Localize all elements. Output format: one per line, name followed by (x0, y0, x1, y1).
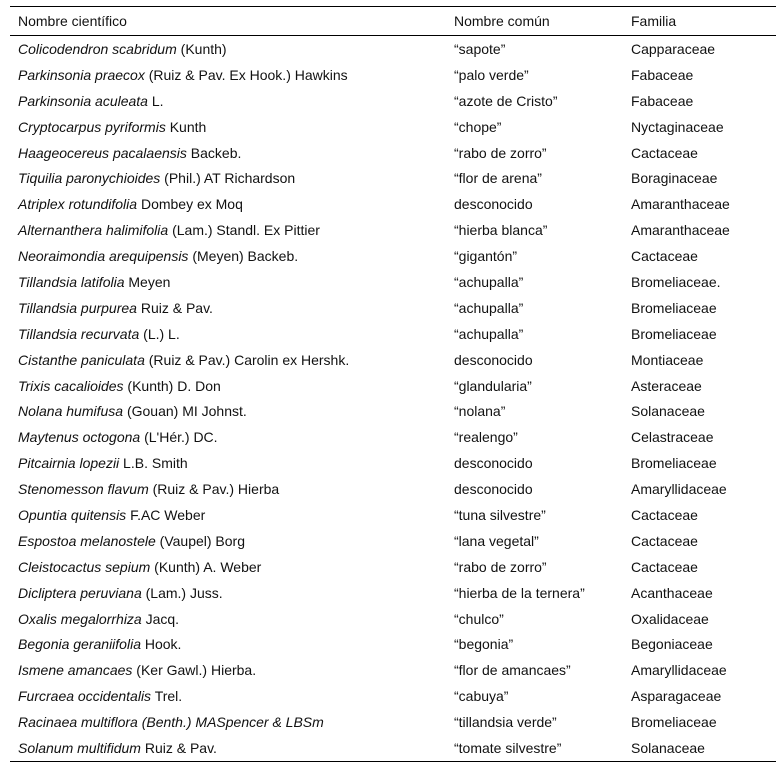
family-cell: Montiaceae (631, 351, 704, 368)
table-row (10, 735, 776, 761)
species-name: Maytenus octogona (18, 429, 141, 446)
family-cell: Bromeliaceae. (631, 273, 721, 290)
family-cell: Cactaceae (631, 248, 698, 265)
species-authority: (Ker Gawl.) Hierba. (132, 662, 257, 679)
table-row (10, 269, 776, 295)
species-authority: (Lam.) Juss. (141, 584, 223, 601)
species-authority: L. (147, 92, 164, 109)
family-cell: Fabaceae (631, 66, 694, 83)
species-authority: (Ruiz & Pav.) Carolin ex Hershk. (144, 351, 350, 368)
family-cell: Acanthaceae (631, 584, 713, 601)
scientific-name-cell (10, 450, 446, 476)
table-row (10, 114, 776, 140)
family-cell: Begoniaceae (631, 636, 713, 653)
table-row (10, 243, 776, 269)
table-row (10, 347, 776, 373)
species-authority: Dombey ex Moq (137, 196, 243, 213)
family-cell: Bromeliaceae (631, 299, 717, 316)
species-name: Espostoa melanostele (18, 532, 156, 549)
family-cell: Asteraceae (631, 377, 702, 394)
family-cell: Boraginaceae (631, 170, 718, 187)
scientific-name-cell (10, 191, 446, 217)
species-name: Cleistocactus sepium (18, 558, 151, 575)
species-name: Alternanthera halimifolia (18, 222, 169, 239)
species-authority: (Kunth) A. Weber (150, 558, 262, 575)
table-row (10, 476, 776, 502)
table-row (10, 580, 776, 606)
scientific-name-cell (10, 502, 446, 528)
species-name: Begonia geraniifolia (18, 636, 141, 653)
family-cell: Cactaceae (631, 558, 698, 575)
table-row (10, 165, 776, 191)
species-table (10, 6, 776, 762)
scientific-name-cell (10, 709, 446, 735)
common-name-cell: “lana vegetal” (454, 532, 539, 549)
scientific-name-cell (10, 62, 446, 88)
species-name: Cryptocarpus pyriformis (18, 118, 166, 135)
common-name-cell: “palo verde” (454, 66, 529, 83)
species-authority: (Gouan) MI Johnst. (123, 403, 247, 420)
species-name: Colicodendron scabridum (18, 40, 177, 57)
header-scientific-name: Nombre científico (18, 13, 127, 29)
common-name-cell: “flor de arena” (454, 170, 542, 187)
scientific-name-cell (10, 140, 446, 166)
common-name-cell: desconocido (454, 351, 533, 368)
scientific-name-cell (10, 683, 446, 709)
scientific-name-cell (10, 424, 446, 450)
family-cell: Bromeliaceae (631, 455, 717, 472)
scientific-name-cell (10, 269, 446, 295)
table-row (10, 502, 776, 528)
family-cell: Amaryllidaceae (631, 662, 727, 679)
species-name: Opuntia quitensis (18, 506, 127, 523)
header-row (10, 7, 776, 36)
scientific-name-cell (10, 165, 446, 191)
species-authority: Ruiz & Pav. (136, 299, 213, 316)
table-row (10, 528, 776, 554)
family-cell: Solanaceae (631, 403, 705, 420)
species-name: Parkinsonia praecox (18, 66, 145, 83)
species-name: Neoraimondia arequipensis (18, 248, 189, 265)
common-name-cell: “chope” (454, 118, 502, 135)
common-name-cell: “realengo” (454, 429, 518, 446)
species-name: Ismene amancaes (18, 662, 133, 679)
common-name-cell: “tomate silvestre” (454, 739, 562, 756)
family-cell: Cactaceae (631, 144, 698, 161)
common-name-cell: desconocido (454, 455, 533, 472)
table-row (10, 606, 776, 632)
table-row (10, 36, 776, 62)
species-authority: (Ruiz & Pav. Ex Hook.) Hawkins (144, 66, 348, 83)
scientific-name-cell (10, 528, 446, 554)
scientific-name-cell (10, 373, 446, 399)
species-authority: (L.) L. (139, 325, 180, 342)
family-cell: Capparaceae (631, 40, 716, 57)
family-cell: Solanaceae (631, 739, 705, 756)
species-name: Tiquilia paronychioides (18, 170, 161, 187)
common-name-cell: “flor de amancaes” (454, 662, 571, 679)
species-name: Tillandsia purpurea (18, 299, 137, 316)
species-name: Solanum multifidum (18, 739, 141, 756)
common-name-cell: “achupalla” (454, 325, 524, 342)
table-row (10, 554, 776, 580)
species-authority: Hook. (140, 636, 182, 653)
common-name-cell: “chulco” (454, 610, 504, 627)
table-row (10, 657, 776, 683)
species-authority: L.B. Smith (119, 455, 188, 472)
common-name-cell: “gigantón” (454, 248, 518, 265)
species-name: Trixis cacalioides (18, 377, 124, 394)
scientific-name-cell (10, 606, 446, 632)
species-name: Haageocereus pacalaensis (18, 144, 187, 161)
species-name: Nolana humifusa (18, 403, 124, 420)
scientific-name-cell (10, 243, 446, 269)
species-name: Dicliptera peruviana (18, 584, 142, 601)
species-authority: (Vaupel) Borg (155, 532, 245, 549)
species-authority: (Kunth) D. Don (123, 377, 221, 394)
table-body (10, 36, 776, 762)
family-cell: Bromeliaceae (631, 714, 717, 731)
common-name-cell: “azote de Cristo” (454, 92, 558, 109)
scientific-name-cell (10, 88, 446, 114)
table-row (10, 62, 776, 88)
header-family: Familia (631, 13, 677, 29)
family-cell: Celastraceae (631, 429, 714, 446)
family-cell: Bromeliaceae (631, 325, 717, 342)
species-authority: Jacq. (141, 610, 180, 627)
header-common-name: Nombre común (454, 13, 550, 29)
species-name: Oxalis megalorrhiza (18, 610, 142, 627)
common-name-cell: “rabo de zorro” (454, 144, 547, 161)
table-row (10, 398, 776, 424)
species-name: Tillandsia latifolia (18, 273, 125, 290)
common-name-cell: “begonia” (454, 636, 514, 653)
scientific-name-cell (10, 36, 446, 62)
family-cell: Cactaceae (631, 506, 698, 523)
family-cell: Oxalidaceae (631, 610, 709, 627)
scientific-name-cell (10, 631, 446, 657)
family-cell: Fabaceae (631, 92, 694, 109)
species-name: Pitcairnia lopezii (18, 455, 120, 472)
common-name-cell: “hierba de la ternera” (454, 584, 585, 601)
common-name-cell: “tuna silvestre” (454, 506, 546, 523)
species-name: Furcraea occidentalis (18, 688, 152, 705)
table-row (10, 683, 776, 709)
common-name-cell: “hierba blanca” (454, 222, 548, 239)
family-cell: Asparagaceae (631, 688, 722, 705)
species-authority: (Phil.) AT Richardson (160, 170, 296, 187)
species-name: Cistanthe paniculata (18, 351, 145, 368)
common-name-cell: “sapote” (454, 40, 506, 57)
species-name: Stenomesson flavum (18, 481, 149, 498)
scientific-name-cell (10, 398, 446, 424)
family-cell: Amaryllidaceae (631, 481, 727, 498)
table-header (10, 7, 776, 36)
species-authority: F.AC Weber (126, 506, 206, 523)
scientific-name-cell (10, 321, 446, 347)
table-row (10, 217, 776, 243)
species-authority: Backeb. (186, 144, 242, 161)
family-cell: Amaranthaceae (631, 196, 730, 213)
table-row (10, 295, 776, 321)
scientific-name-cell (10, 476, 446, 502)
common-name-cell: desconocido (454, 196, 533, 213)
scientific-name-cell (10, 295, 446, 321)
table-row (10, 88, 776, 114)
table-row (10, 191, 776, 217)
species-authority: (Kunth) (176, 40, 227, 57)
family-cell: Amaranthaceae (631, 222, 730, 239)
scientific-name-cell (10, 580, 446, 606)
table-row (10, 424, 776, 450)
species-name: Tillandsia recurvata (18, 325, 140, 342)
common-name-cell: “nolana” (454, 403, 506, 420)
common-name-cell: “glandularia” (454, 377, 532, 394)
species-name: Atriplex rotundifolia (18, 196, 138, 213)
species-authority: (L'Hér.) DC. (140, 429, 218, 446)
species-name: Parkinsonia aculeata (18, 92, 148, 109)
common-name-cell: “achupalla” (454, 299, 524, 316)
scientific-name-cell (10, 735, 446, 761)
family-cell: Nyctaginaceae (631, 118, 724, 135)
scientific-name-cell (10, 114, 446, 140)
species-authority: Trel. (151, 688, 183, 705)
species-authority: Meyen (124, 273, 171, 290)
table-row (10, 709, 776, 735)
scientific-name-cell (10, 657, 446, 683)
common-name-cell: “tillandsia verde” (454, 714, 557, 731)
common-name-cell: “cabuya” (454, 688, 509, 705)
species-authority: (Lam.) Standl. Ex Pittier (168, 222, 320, 239)
species-authority: (Ruiz & Pav.) Hierba (148, 481, 280, 498)
table-row (10, 631, 776, 657)
scientific-name-cell (10, 217, 446, 243)
common-name-cell: desconocido (454, 481, 533, 498)
species-authority: Kunth (165, 118, 207, 135)
table-row (10, 140, 776, 166)
species-authority: Ruiz & Pav. (140, 739, 217, 756)
table-row (10, 450, 776, 476)
common-name-cell: “rabo de zorro” (454, 558, 547, 575)
table-row (10, 373, 776, 399)
common-name-cell: “achupalla” (454, 273, 524, 290)
species-table-container (10, 6, 776, 762)
scientific-name-cell (10, 347, 446, 373)
table-row (10, 321, 776, 347)
scientific-name-cell (10, 554, 446, 580)
species-name: Racinaea multiflora (Benth.) MASpencer & LBSm (18, 714, 324, 731)
species-authority: (Meyen) Backeb. (188, 248, 299, 265)
family-cell: Cactaceae (631, 532, 698, 549)
